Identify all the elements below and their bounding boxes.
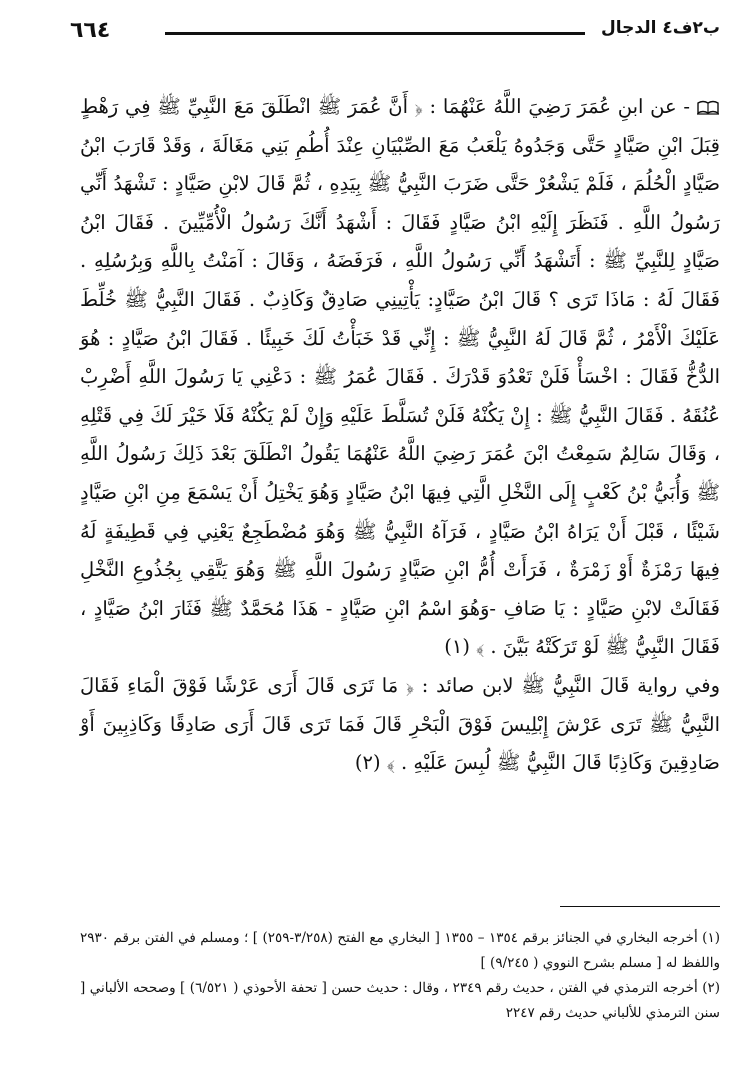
footnotes bbox=[80, 926, 720, 1026]
main-text bbox=[80, 88, 720, 783]
footnote-1: (١) أخرجه البخاري في الجنائز برقم ١٣٥٤ – ١٣٥٥ [ البخاري مع الفتح (٣/٢٥٨-٢٥٩) ] ؛ ومسلم في الفتن برقم ٢٩٣٠ واللفظ له [ مسلم بشرح النووي ( ٩/٢٤٥) ] bbox=[80, 930, 720, 971]
paragraph-1-text: - عن ابنِ عُمَرَ رَضِيَ اللَّهُ عَنْهُمَا : ﴿ أَنَّ عُمَرَ ﷺ انْطَلَقَ مَعَ النَّبِيِّ ﷺ فِي رَهْطٍ قِبَلَ ابْنِ صَيَّادٍ حَتَّى وَجَدُوهُ يَلْعَبُ مَعَ الصِّبْيَانِ عِنْدَ أُطُمِ بَنِي مَغَالَةَ ، وَقَدْ قَارَبَ ابْنُ صَيَّادٍ الْحُلُمَ ، فَلَمْ يَشْعُرْ حَتَّى ضَرَبَ النَّبِيُّ ﷺ بِيَدِهِ ، ثُمَّ قَالَ لابْنِ صَيَّادٍ : تَشْهَدُ أَنِّي رَسُولُ اللَّهِ . فَنَظَرَ إِلَيْهِ ابْنُ صَيَّادٍ فَقَالَ : أَشْهَدُ أَنَّكَ رَسُولُ الْأُمِّيِّينَ . فَقَالَ ابْنُ صَيَّادٍ لِلنَّبِيِّ ﷺ : أَتَشْهَدُ أَنِّي رَسُولُ اللَّهِ ، فَرَفَضَهُ ، وَقَالَ : آمَنْتُ بِاللَّهِ وَبِرُسُلِهِ . فَقَالَ لَهُ : مَاذَا تَرَى ؟ قَالَ ابْنُ صَيَّادٍ: يَأْتِينِي صَادِقٌ وَكَاذِبٌ . فَقَالَ النَّبِيُّ ﷺ خُلِّطَ عَلَيْكَ الْأَمْرُ ، ثُمَّ قَالَ لَهُ النَّبِيُّ ﷺ : إِنِّي قَدْ خَبَأْتُ لَكَ خَبِيئًا . فَقَالَ ابْنُ صَيَّادٍ : هُوَ الدُّخُّ فَقَالَ : اخْسَأْ فَلَنْ تَعْدُوَ قَدْرَكَ . فَقَالَ عُمَرُ ﷺ : دَعْنِي يَا رَسُولَ اللَّهِ أَضْرِبْ عُنُقَهُ . فَقَالَ النَّبِيُّ ﷺ : إِنْ يَكُنْهُ فَلَنْ تُسَلَّطَ عَلَيْهِ وَإِنْ لَمْ يَكُنْهُ فَلَا خَيْرَ لَكَ فِي قَتْلِهِ ، وَقَالَ سَالِمٌ سَمِعْتُ ابْنَ عُمَرَ رَضِيَ اللَّهُ عَنْهُمَا يَقُولُ انْطَلَقَ بَعْدَ ذَلِكَ رَسُولُ اللَّهِ ﷺ وَأُبَيُّ بْنُ كَعْبٍ إِلَى النَّخْلِ الَّتِي فِيهَا ابْنُ صَيَّادٍ وَهُوَ يَخْتِلُ أَنْ يَسْمَعَ مِنِ ابْنِ صَيَّادٍ شَيْئًا ، قَبْلَ أَنْ يَرَاهُ ابْنُ صَيَّادٍ ، فَرَآهُ النَّبِيُّ ﷺ وَهُوَ مُضْطَجِعٌ يَعْنِي فِي قَطِيفَةٍ لَهُ فِيهَا رَمْزَةٌ أَوْ زَمْرَةٌ ، فَرَأَتْ أُمُّ ابْنِ صَيَّادٍ رَسُولَ اللَّهِ ﷺ وَهُوَ يَتَّقِي بِجُذُوعِ النَّخْلِ فَقَالَتْ لابْنِ صَيَّادٍ : يَا صَافِ -وَهُوَ اسْمُ ابْنِ صَيَّادٍ - هَذَا مُحَمَّدٌ ﷺ فَثَارَ ابْنُ صَيَّادٍ ، فَقَالَ النَّبِيُّ ﷺ لَوْ تَرَكَتْهُ بَيَّنَ . ﴾ (١) bbox=[80, 95, 720, 659]
page-header bbox=[70, 18, 720, 52]
header-rule bbox=[165, 32, 585, 35]
paragraph-hadith-2: وفي رواية قَالَ النَّبِيُّ ﷺ لابن صائد : ﴿ مَا تَرَى قَالَ أَرَى عَرْشًا فَوْقَ الْمَاءِ فَقَالَ النَّبِيُّ ﷺ تَرَى عَرْشَ إِبْلِيسَ فَوْقَ الْبَحْرِ قَالَ فَمَا تَرَى قَالَ أَرَى صَادِقًا وَكَاذِبِينَ أَوْ صَادِقِينَ وَكَاذِبًا قَالَ النَّبِيُّ ﷺ لُبِسَ عَلَيْهِ . ﴾ (٢) bbox=[80, 673, 720, 775]
running-title: ب٢ف٤ الدجال bbox=[601, 18, 720, 38]
footnote-2: (٢) أخرجه الترمذي في الفتن ، حديث رقم ٢٣٤٩ ، وقال : حديث حسن [ تحفة الأحوذي ( ٦/٥٢١) ] وصححه الألباني [ سنن الترمذي للألباني حديث رقم ٢٢٤٧ bbox=[80, 980, 721, 1021]
footnote-rule bbox=[560, 906, 720, 907]
page-number: ٦٦٤ bbox=[70, 18, 111, 43]
paragraph-hadith-1 bbox=[80, 88, 720, 667]
book-icon bbox=[696, 90, 720, 106]
